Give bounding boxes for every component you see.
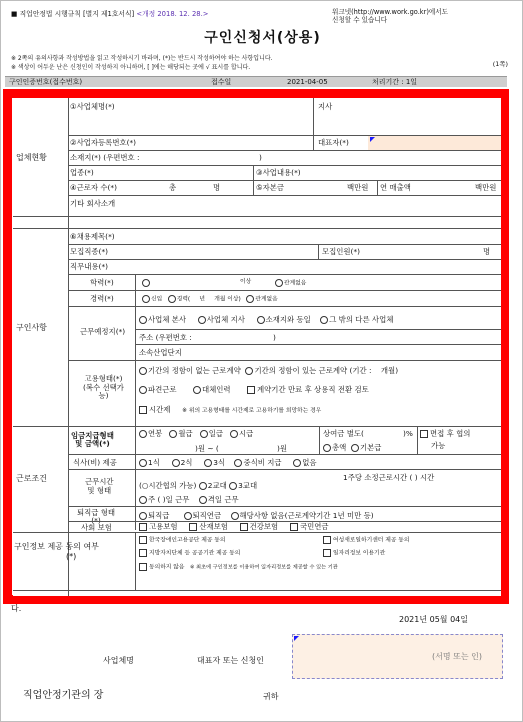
retire-options xyxy=(139,512,374,520)
consent-o5 xyxy=(139,563,338,571)
career-none-text: 관계없음 xyxy=(255,296,278,303)
row-line xyxy=(68,165,501,166)
insurance-options xyxy=(139,523,329,531)
online-notice-line1: 워크넷(http://www.work.go.kr)에서도 xyxy=(332,8,449,16)
job-title-label: ⑥채용제목(*) xyxy=(70,232,115,241)
hours-week-text: 주 ( )일 근무 xyxy=(148,495,190,504)
bonus-base-text: 기본급 xyxy=(359,443,382,452)
form-rule-header xyxy=(11,11,208,18)
receipt-number-label: 구인인증번호(접수번호) xyxy=(9,78,83,86)
meal-allow-text: 중식비 지급 xyxy=(243,458,282,467)
wage-monthly-radio[interactable] xyxy=(169,430,177,438)
career-label: 경력(*) xyxy=(90,294,114,303)
capital-unit: 백만원 xyxy=(347,183,369,192)
consent-o5-note: ※ 최초에 구인정보를 이용하여 일자리정보를 제공할 수 있는 기관 xyxy=(189,564,338,571)
row-line xyxy=(68,454,501,455)
career-new-text: 신입 xyxy=(151,296,163,303)
headcount-label: 모집인원(*) xyxy=(322,247,361,256)
address-label: 소재지(*) (우편번호 : xyxy=(70,153,140,162)
row-line xyxy=(135,344,501,345)
hours-week-row xyxy=(139,496,239,504)
retire-na-radio[interactable] xyxy=(231,512,239,520)
job-type-label: 모집직종(*) xyxy=(70,247,109,256)
headcount-unit: 명 xyxy=(483,247,491,256)
sales-unit: 백만원 xyxy=(475,183,497,192)
career-exp-text: 경력( xyxy=(176,296,191,303)
section-line xyxy=(13,532,501,533)
section-line xyxy=(13,216,501,217)
emp-fixed-end: 개월) xyxy=(380,366,399,375)
meal-allow-radio[interactable] xyxy=(234,459,242,467)
branch-label: 지사 xyxy=(318,102,333,111)
section-job: 구인사항 xyxy=(16,322,47,332)
education-label: 학력(*) xyxy=(90,278,114,287)
edu-options xyxy=(142,279,151,287)
employment-office-head: 직업안정기관의 장 xyxy=(23,690,104,701)
wage-label xyxy=(71,432,114,448)
wage-annual-text: 연봉 xyxy=(148,429,163,438)
meal-1-radio[interactable] xyxy=(139,459,147,467)
divider xyxy=(319,426,320,454)
ins-health-text: 건강보험 xyxy=(249,522,279,531)
consent-o2 xyxy=(323,536,409,544)
representative-label: 대표자 또는 신청인 xyxy=(197,656,264,665)
row-line xyxy=(68,306,501,307)
capital-label: ⑤자본금 xyxy=(256,183,285,192)
edu-above: 이상 xyxy=(240,279,252,285)
bonus-total-radio[interactable] xyxy=(323,444,331,452)
consent-o1-checkbox[interactable] xyxy=(139,536,147,544)
loc-hq-text: 사업체 본사 xyxy=(148,315,187,324)
hours-shift-row xyxy=(139,482,257,490)
sales-label: 연 매출액 xyxy=(380,183,411,192)
hours-alt-radio[interactable] xyxy=(199,496,207,504)
emp-indef-radio[interactable] xyxy=(139,367,147,375)
career-none-radio[interactable] xyxy=(246,295,254,303)
consent-o4-text: 일자리정보 이용기관 xyxy=(333,550,386,557)
hours-week-radio[interactable] xyxy=(139,496,147,504)
business-label: ③사업내용(*) xyxy=(256,168,301,177)
receipt-date-label: 접수일 xyxy=(211,78,232,86)
rule-reference: 직업안정법 시행규칙 [별지 제1호서식] xyxy=(19,10,135,18)
hours-2shift-text: 2교대 xyxy=(207,481,227,490)
hours-weekly: 1주당 소정근로시간 ( ) 시간 xyxy=(343,473,435,482)
divider xyxy=(377,180,378,195)
ins-emp-checkbox[interactable] xyxy=(139,523,147,531)
consent-o5-text: 동의하지 않음 xyxy=(149,564,185,571)
addressee-suffix: 귀하 xyxy=(263,692,279,701)
meal-label: 식사(비) 제공 xyxy=(73,458,117,467)
row-line xyxy=(68,150,501,151)
bonus-total-text: 총액 xyxy=(332,443,347,452)
emp-dispatch-text: 파견근로 xyxy=(148,385,177,394)
insurance-label: 사회 보험 xyxy=(81,523,112,532)
career-new-radio[interactable] xyxy=(142,295,150,303)
retire-pay-radio[interactable] xyxy=(139,512,147,520)
note-line-1: ※ 2쪽의 유의사항과 작성방법을 읽고 작성하시기 바라며, (*)는 반드시 작성하여야 하는 사항입니다. xyxy=(11,55,273,62)
retire-na-text: 해당사항 없음(근로계약기간 1년 미만 등) xyxy=(239,511,374,520)
emp-part-text: 시간제 xyxy=(149,405,171,414)
emp-sub-radio[interactable] xyxy=(193,386,201,394)
career-year: 년 xyxy=(199,296,206,303)
emp-conv-text: 계약기간 만료 후 상용직 전환 검토 xyxy=(257,385,369,394)
online-notice xyxy=(332,9,448,25)
wage-range-a: )원 ~ ( xyxy=(195,444,219,453)
section-company: 업체현황 xyxy=(16,152,47,162)
section-line xyxy=(13,426,501,427)
consent-o5-checkbox[interactable] xyxy=(139,563,147,571)
career-month: 개월 이상) xyxy=(214,296,241,303)
consent-label xyxy=(14,542,99,561)
row-line xyxy=(68,244,501,245)
row-line xyxy=(68,469,501,470)
employment-label-3: 능) xyxy=(98,391,109,401)
location-label: 근무예정지(*) xyxy=(80,327,126,336)
receipt-bar xyxy=(5,76,507,87)
wage-hourly-radio[interactable] xyxy=(230,430,238,438)
emp-part-checkbox[interactable] xyxy=(139,406,147,414)
loc-other-text: 그 밖의 다른 사업체 xyxy=(329,315,394,324)
row-line xyxy=(68,180,501,181)
loc-same-radio[interactable] xyxy=(257,316,265,324)
meal-3-radio[interactable] xyxy=(204,459,212,467)
wage-daily-radio[interactable] xyxy=(200,430,208,438)
meal-1-text: 1식 xyxy=(148,458,160,467)
consent-o2-checkbox[interactable] xyxy=(323,536,331,544)
intro-label: 기타 회사소개 xyxy=(70,199,116,208)
loc-branch-text: 사업체 지사 xyxy=(206,315,245,324)
divider xyxy=(417,426,418,454)
duties-label: 직무내용(*) xyxy=(70,262,109,271)
form-title: 구인신청서(상용) xyxy=(204,30,321,46)
emp-conv-checkbox[interactable] xyxy=(247,386,255,394)
wage-label-1: 임금지급형태 xyxy=(71,431,114,440)
row-line xyxy=(68,506,501,507)
processing-period: 처리기간 : 1일 xyxy=(372,78,418,86)
hours-label xyxy=(85,478,114,496)
section-line xyxy=(13,590,501,591)
row-line xyxy=(68,195,501,196)
divider xyxy=(318,244,319,259)
ceo-input[interactable] xyxy=(368,136,501,150)
consent-o3-text: 지방자치단체 등 공공기관 제공 동의 xyxy=(149,550,241,557)
meal-3-text: 3식 xyxy=(213,458,226,467)
consent-o3-checkbox[interactable] xyxy=(139,549,147,557)
page-mark: (1쪽) xyxy=(492,60,508,68)
consent-o2-text: 여성새로일하기센터 제공 동의 xyxy=(333,537,410,544)
retire-pay-text: 퇴직급 xyxy=(148,511,170,520)
wage-daily-text: 일급 xyxy=(208,429,223,438)
row-line xyxy=(135,329,501,330)
company-name-label: ①사업체명(*) xyxy=(70,102,115,111)
career-options xyxy=(142,295,278,303)
marker-icon xyxy=(294,636,299,641)
wage-label-2: 및 금액(*) xyxy=(75,439,110,449)
consent-o1-text: 한국장애인고용공단 제공 동의 xyxy=(149,537,226,544)
bullet-icon: ■ xyxy=(11,10,18,18)
workers-label: ④근로자 수(*) xyxy=(70,183,117,192)
consent-o3 xyxy=(139,549,240,557)
hours-label-1: 근무시간 xyxy=(85,477,114,486)
meal-none-radio[interactable] xyxy=(293,459,301,467)
loc-addr-label: 주소 (우편번호 : xyxy=(139,333,192,342)
negotiable-checkbox[interactable] xyxy=(420,430,428,438)
ins-pension-checkbox[interactable] xyxy=(290,523,298,531)
loc-branch-radio[interactable] xyxy=(198,316,206,324)
emp-dispatch-radio[interactable] xyxy=(139,386,147,394)
retire-label-1: 퇴직급 형태 xyxy=(77,508,116,517)
ins-pension-text: 국민연금 xyxy=(299,522,329,531)
employment-label-1: 고용형태(*) xyxy=(84,374,123,383)
wage-type-row xyxy=(139,430,253,438)
industrial-label: 소속산업단지 xyxy=(139,348,182,357)
loc-hq-radio[interactable] xyxy=(139,316,147,324)
row-line xyxy=(68,290,501,291)
wage-hourly-text: 시급 xyxy=(239,429,254,438)
meal-none-text: 없음 xyxy=(302,458,317,467)
career-exp-radio[interactable] xyxy=(168,295,176,303)
row-line xyxy=(68,259,501,260)
divider xyxy=(135,532,136,590)
company-name-footer: 사업체명 xyxy=(103,656,134,665)
ins-acc-checkbox[interactable] xyxy=(189,523,197,531)
edu-none-text: 관계없음 xyxy=(284,280,307,287)
emp-sub-text: 대체인력 xyxy=(202,385,231,394)
loc-addr-end: ) xyxy=(273,333,276,342)
row-line xyxy=(68,274,501,275)
divider xyxy=(135,426,136,530)
emp-indef-text: 기간의 정함이 없는 근로계약 xyxy=(148,366,241,375)
hours-alt-text: 격일 근무 xyxy=(207,495,239,504)
consent-label-2: (*) xyxy=(66,551,77,561)
workers-unit: 명 xyxy=(213,183,221,192)
hours-shift-text: (○시간협의 가능) xyxy=(139,481,197,490)
bonus-options xyxy=(323,444,381,452)
consent-o4 xyxy=(323,549,385,557)
industry-label: 업종(*) xyxy=(70,168,94,177)
hours-label-2: 및 형태 xyxy=(87,485,112,495)
emp-fixed-radio[interactable] xyxy=(245,367,253,375)
form-table xyxy=(13,98,501,596)
marker-icon xyxy=(370,137,375,142)
edu-none-radio[interactable] xyxy=(275,279,283,287)
wage-annual-radio[interactable] xyxy=(139,430,147,438)
hours-3shift-radio[interactable] xyxy=(229,482,237,490)
ins-acc-text: 산재보험 xyxy=(199,522,228,531)
section-line xyxy=(13,228,501,229)
emp-part-note: ※ 위의 고용형태를 시간제로 고용하기를 희망하는 경우 xyxy=(182,408,322,414)
ins-emp-text: 고용보험 xyxy=(149,522,178,531)
edu-radio[interactable] xyxy=(142,279,150,287)
meal-2-text: 2식 xyxy=(180,458,193,467)
section-conditions: 근로조건 xyxy=(16,473,47,483)
signature-placeholder: (서명 또는 인) xyxy=(432,652,482,661)
bonus-base-radio[interactable] xyxy=(351,444,359,452)
consent-o4-checkbox[interactable] xyxy=(323,549,331,557)
address-end: ) xyxy=(259,153,262,162)
divider xyxy=(313,98,314,150)
revision-date: <개정 2018. 12. 28.> xyxy=(136,10,209,18)
consent-o1 xyxy=(139,536,225,544)
employment-label xyxy=(83,375,124,401)
emp-row-2 xyxy=(139,386,369,394)
online-notice-line2: 신청할 수 있습니다 xyxy=(332,15,388,24)
wage-monthly-text: 월급 xyxy=(178,429,193,438)
row-line xyxy=(68,360,501,361)
negotiable-option xyxy=(420,430,470,438)
emp-fixed-text: 기간의 정함이 있는 근로계약 (기간 : xyxy=(254,366,372,375)
bonus-pct: )% xyxy=(403,429,413,438)
meal-options xyxy=(139,459,317,467)
meal-2-radio[interactable] xyxy=(172,459,180,467)
negotiable-text: 면접 후 협의 xyxy=(430,429,471,438)
loc-same-text: 소재지와 동일 xyxy=(265,315,311,324)
divider xyxy=(135,274,136,426)
emp-row-1 xyxy=(139,367,398,375)
bonus-label: 상여금 별도( xyxy=(323,429,364,438)
hours-3shift-text: 3교대 xyxy=(238,481,258,490)
emp-row-3 xyxy=(139,406,321,415)
retire-pension-text: 퇴직연금 xyxy=(192,511,222,520)
negotiable-text-2: 가능 xyxy=(431,441,446,450)
retire-pension-radio[interactable] xyxy=(184,512,192,520)
reg-no-label: ②사업자등록번호(*) xyxy=(70,138,137,147)
workers-total: 총 xyxy=(169,183,177,192)
ins-health-checkbox[interactable] xyxy=(240,523,248,531)
edu-none-option xyxy=(275,279,306,287)
loc-other-radio[interactable] xyxy=(320,316,328,324)
wage-range-b: )원 xyxy=(277,444,288,453)
signature-date: 2021년 05월 04일 xyxy=(399,615,468,624)
receipt-date-value: 2021-04-05 xyxy=(287,78,328,86)
footer-stub: 다. xyxy=(11,604,22,613)
employment-label-2: (복수 선택가 xyxy=(83,382,124,392)
location-options xyxy=(139,316,393,324)
consent-label-1: 구인정보 제공 동의 여부 xyxy=(14,542,99,551)
note-line-2: ※ 색상이 어두운 난은 신청인이 작성하지 아니하며, [ ]에는 해당되는 곳에 √ 표시를 합니다. xyxy=(11,64,251,71)
hours-2shift-radio[interactable] xyxy=(199,482,207,490)
ceo-label: 대표자(*) xyxy=(318,138,349,147)
